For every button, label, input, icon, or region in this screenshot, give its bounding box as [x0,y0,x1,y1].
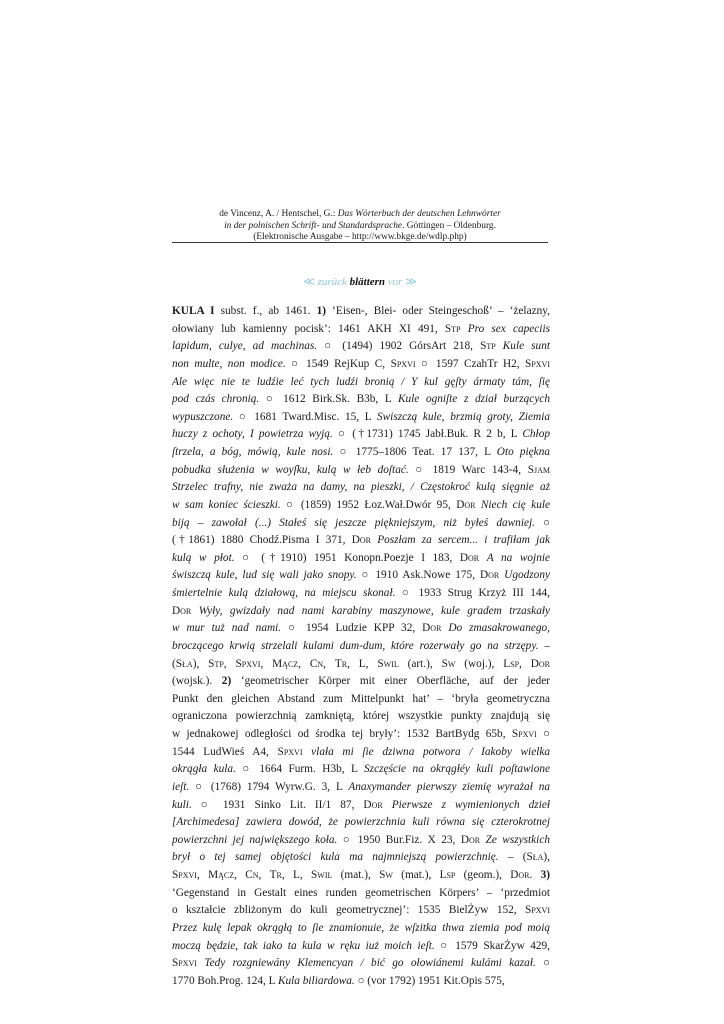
entry-line [172,691,550,709]
entry-text-segment: ‘Gegenstand in Gestalt eines runden geometrischen Körpers’ – ‘przedmiot [172,886,550,899]
entry-text-segment: 3) [540,869,550,881]
entry-text-segment: pobudka służenia w woyſku, kulą w łeb doſtać. [172,463,409,476]
entry-text-segment: Do zmasakrowanego, [448,622,550,635]
entry-text-segment: Dor [479,569,500,582]
entry-text-segment: – [538,639,550,652]
entry-text-segment: biją – zawołał (...) Stałeś się jeszcze piękniejszym, niż byłeś dawniej. [172,516,535,529]
entry-text-segment: Chłop [522,428,550,441]
entry-text-segment: Niech cię kule [480,498,550,511]
entry-text-segment [496,340,503,352]
entry-text-segment: Sła [526,851,544,864]
entry-text-segment: ‘geometrischer Körper mit einer Oberfläche, auf der jeder [231,675,550,688]
entry-text-segment: Spxvi [390,357,416,370]
entry-line [172,814,550,832]
entry-text-segment: Dor [363,798,383,811]
entry-text-segment: ○ 1597 CzahTr H2, [415,357,526,370]
entry-text-segment [383,799,392,811]
entry-line [172,532,550,550]
entry-text-segment: kuli. [172,798,192,811]
entry-text-segment: Sła [175,657,193,670]
entry-text-segment: Mącz [208,869,235,881]
entry-text-segment: . [529,869,541,881]
entry-text-segment: Mącz [272,657,299,670]
entry-text-segment: Sjam [527,463,550,476]
entry-line [172,356,550,374]
entry-text-segment: ○ (1494) 1902 GórsArt 218, [317,340,481,353]
entry-text-segment: , [234,869,246,881]
entry-text-segment: 2) [221,675,232,688]
entry-text-segment: Pierwsze z wymienionych dzieł [391,798,550,811]
entry-text-segment: huczy z ochoty, I powietrza wyją. [172,428,333,441]
entry-text-segment: [Archimedesa] zawiera dowód, że powierzchnia kuli równa się czterokrotnej [172,816,550,829]
entry-line [172,620,550,638]
entry-text-segment: ), [192,657,209,670]
entry-text-segment: non multe, non modice. [172,357,286,370]
entry-line [172,955,550,973]
entry-text-segment: powierzchni jej największego koła. [172,833,338,846]
entry-line [172,497,550,515]
entry-text-segment: Pro sex capeciis [467,322,550,335]
entry-line [172,726,550,744]
back-arrow-icon[interactable]: ≪ [303,276,315,288]
entry-line [172,515,550,533]
entry-text-segment: Dor [460,833,481,846]
entry-text-segment: ○ 1664 Furm. H3b, L [235,763,365,776]
entry-text-segment: Sw [441,657,456,670]
entry-text-segment: moczą będzie, tak iako ta kula w ręku iuż moich ieſt. [172,939,435,952]
entry-text-segment: Ugodzony [504,569,550,582]
entry-text-segment: subst. f., ab 1461. [214,305,317,317]
entry-text-segment: 1544 LudWieś A4, [172,745,278,758]
forward-arrow-icon[interactable]: ≫ [405,276,417,288]
entry-text-segment: ○ (†1910) 1951 Konopn.Poezje I 183, [234,551,460,564]
entry-line [172,374,550,392]
entry-text-segment [479,552,487,564]
entry-text-segment: vlała mi ſie dziwna potwora / Iakoby wielka [311,745,550,758]
entry-text-segment: , [519,657,531,670]
entry-text-segment: Dor [456,498,476,511]
entry-line [172,603,550,621]
entry-line [172,797,550,815]
entry-text-segment: ( [172,657,176,670]
entry-text-segment: Wyły, gwizdały nad nami karabiny maszynowe, kule gradem trzaskały [198,604,550,617]
entry-line [172,338,550,356]
entry-text-segment: ſtrzela, a bóg, mówią, kule nosi. [172,446,334,458]
entry-text-segment: Dor [351,534,371,547]
entry-line [172,585,550,603]
entry-text-segment: Tedy rozgniewány Klemencyan / bić go ołowiánemi kulámi kazał. [204,957,536,970]
entry-line [172,902,550,920]
entry-text-segment: Cn [245,869,259,881]
entry-text-segment: Spxvi [172,957,197,970]
entry-text-segment: w sam koniec ścieszki. [172,498,281,511]
entry-text-segment: okrągła kula. [172,763,236,776]
entry-text-segment: ○ 1933 Strug Krzyż III 144, [395,587,550,599]
entry-text-segment: Stp [208,657,224,670]
entry-text-segment: świszczą kule, lud się wali jako snopy. [172,569,357,582]
forward-link[interactable]: vor [387,276,403,288]
entry-line [172,567,550,585]
entry-text-segment: ○ [534,516,550,529]
entry-text-segment: – ( [498,851,527,864]
entry-text-segment: Dor [459,551,480,564]
entry-line [172,744,550,762]
entry-line [172,849,550,867]
entry-line [172,867,550,885]
dictionary-subtitle: in der polnischen Schrift- und Standardsprache [224,220,403,231]
entry-text-segment: Tr [334,657,348,670]
entry-text-segment: Ale więc nie te ludźie leć tych ludźi bronią / Y kul gęſty ármaty tám, ſię [172,375,550,388]
entry-text-segment: (mat.), [392,869,440,881]
entry-text-segment: ○ [535,957,550,970]
entry-text-segment: Strzelec trafny, nie zważa na damy, na pieszki, / Częstokroć kulą sięgnie aż [172,481,550,494]
entry-text-segment: , [298,657,310,670]
dictionary-title: Das Wörterbuch der deutschen Lehnwörter [337,209,501,219]
entry-line [172,832,550,850]
citation-line-2: in der polnischen Schrift- und Standardsprache. Göttingen – Oldenburg. [224,220,496,231]
entry-text-segment: Dor [530,657,550,670]
entry-text-segment: w jednakowej odległości od środka tej bryły’: 1532 BartBydg 65b, [172,728,512,740]
entry-line [172,303,550,321]
entry-text-segment: ○ 1549 RejKup C, [285,357,391,370]
entry-line [172,462,550,480]
entry-text-segment: Cn [309,657,324,670]
entry-text-segment: Kule ogniſte z dział burzących [397,393,550,406]
entry-text-segment: brył o tej samej objętości kula ma najmniejszą powierzchnię. [172,851,499,864]
back-link[interactable]: zurück [317,276,347,288]
entry-text-segment: o kształcie zbliżonym do kuli geometrycznej’: 1535 BielŻyw 152, [172,904,526,917]
entry-text-segment: Dor [172,604,192,617]
entry-text-segment: (art.), [398,657,442,670]
entry-text-segment: ○ 1954 Ludzie KPP 32, [281,622,423,635]
entry-text-segment [303,746,312,758]
citation-line-3: (Elektronische Ausgabe – http://www.bkge.de/wdlp.php) [253,232,467,243]
header-divider [172,242,548,243]
entry-text-segment [191,605,198,617]
entry-text-segment: Stp [444,322,461,335]
entry-text-segment: ○ 1612 Birk.Sk. B3b, L [259,393,398,406]
entry-text-segment: Spxvi [235,657,261,670]
entry-line [172,920,550,938]
entry-text-segment: (†1861) 1880 Chodź.Pisma I 371, [172,534,352,547]
entry-line [172,973,550,991]
entry-text-segment: ‘Eisen-, Blei- oder Steingeschoß’ – ‘żelazny, [326,305,550,317]
entry-text-segment: Sw [379,869,393,881]
entry-text-segment: ograniczona powierzchnią zamkniętą, której wszystkie punkty znajdują się [172,710,550,723]
entry-text-segment: ○ (1768) 1794 Wyrw.G. 3, L [189,780,349,793]
entry-text-segment: Swiszczą kule, brzmią groty, Ziemia [377,410,550,423]
entry-text-segment: (mat.), [332,869,380,881]
entry-text-segment: ○ 1579 SkarŻyw 429, [434,939,550,952]
entry-text-segment: ○ 1819 Warc 143-4, [408,463,528,476]
dictionary-entry [172,303,550,990]
entry-line [172,673,550,691]
entry-text-segment: 1770 Boh.Prog. 124, L [172,974,278,987]
entry-text-segment: ○ 1681 Tward.Misc. 15, L [233,410,377,423]
entry-text-segment: Swil [377,657,399,670]
entry-text-segment: Spxvi [277,745,303,758]
entry-text-segment: A na wojnie [486,551,550,564]
entry-text-segment: , [258,869,270,881]
entry-text-segment: Anaxymander pierwszy ziemię wyrażał na [348,780,550,793]
entry-text-segment: ○ (†1731) 1745 Jabł.Buk. R 2 b, L [332,428,523,441]
entry-line [172,656,550,674]
entry-text-segment: ○ [536,728,550,740]
entry-line [172,761,550,779]
entry-line [172,708,550,726]
entry-line [172,479,550,497]
entry-text-segment: Ze wszystkich [485,833,550,846]
entry-line [172,321,550,339]
entry-text-segment: Dor [510,869,530,881]
entry-text-segment: (woj.), [455,657,504,670]
entry-line [172,779,550,797]
entry-text-segment: lapidum, culye, ad machinas. [172,340,318,353]
entry-text-segment: Spxvi [525,904,550,917]
entry-text-segment: Spxvi [525,357,550,370]
entry-text-segment: Kula biliardowa. [277,974,355,987]
entry-text-segment: ieſt. [172,780,190,793]
entry-text-segment: Lsp [503,657,520,670]
entry-text-segment: w mur tuż nad nami. [172,622,282,635]
entry-text-segment: Tr [269,869,282,881]
entry-text-segment: Kule sunt [502,340,550,353]
entry-line [172,885,550,903]
entry-text-segment: Stp [480,340,496,353]
entry-text-segment: , [223,657,236,670]
entry-text-segment: (geom.), [455,869,511,881]
entry-text-segment: Spxvi [511,728,537,740]
entry-line [172,444,550,462]
entry-text-segment: KULA I [172,305,215,317]
entry-text-segment: 1) [316,305,327,317]
entry-text-segment: , [260,657,273,670]
entry-text-segment: ○ 1910 Ask.Nowe 175, [356,569,480,582]
entry-line [172,426,550,444]
entry-text-segment: ○ (1859) 1952 Łoz.Wał.Dwór 95, [280,498,457,511]
entry-line [172,409,550,427]
entry-text-segment: Oto piękna [496,446,550,458]
entry-text-segment: Lsp [439,869,456,881]
entry-text-segment: , L, [347,657,378,670]
entry-text-segment: Szczęście na okrągłéy kuli poſtawione [364,763,550,776]
entry-text-segment: Spxvi [172,869,197,881]
entry-text-segment: , [196,869,209,881]
entry-line [172,938,550,956]
entry-text-segment: ), [543,851,550,864]
entry-text-segment: (wojsk.). [172,675,222,688]
entry-text-segment: Dor [422,622,442,635]
entry-text-segment: , L, [281,869,311,881]
entry-text-segment: ołowiany lub kamienny pocisk’: 1461 AKH XI 491, [172,322,445,335]
entry-text-segment: ○ 1950 Bur.Fiz. X 23, [337,833,461,846]
entry-line [172,638,550,656]
entry-text-segment: , [323,657,335,670]
entry-text-segment: Punkt den gleichen Abstand zum Mittelpunkt hat’ – ‘bryła geometryczna [172,692,550,705]
entry-text-segment: śmiertelnie kulą działową, na miejscu skonał. [172,587,396,599]
entry-text-segment: broczącego krwią strzelali kulami dum-dum, które rozerwały go na strzępy. [172,639,539,652]
entry-text-segment: Swil [311,869,333,881]
entry-text-segment: ○ (vor 1792) 1951 Kit.Opis 575, [354,974,505,987]
browse-label: blättern [349,276,386,288]
entry-text-segment: wypuszczone. [172,410,234,423]
entry-text-segment [461,323,468,335]
entry-line [172,391,550,409]
entry-line [172,550,550,568]
entry-text-segment: ○ 1931 Sinko Lit. II/1 87, [191,798,364,811]
citation-line-1: de Vincenz, A. / Hentschel, G.: Das Wörterbuch der deutschen Lehnwörter [219,209,501,219]
entry-text-segment: kulą w płot. [172,551,235,564]
entry-text-segment: Przez kulę lepak okrągłą to ſie znamionuie, że wſzitka thwa ziemia pod moią [172,921,550,934]
citation-header [172,209,548,244]
page-navigation [172,275,548,288]
entry-text-segment: pod czás chronią. [172,393,260,406]
entry-text-segment: ○ 1775–1806 Teat. 17 137, L [333,446,497,458]
entry-text-segment: Poszłam za sercem... i trafiłam jak [377,534,550,547]
